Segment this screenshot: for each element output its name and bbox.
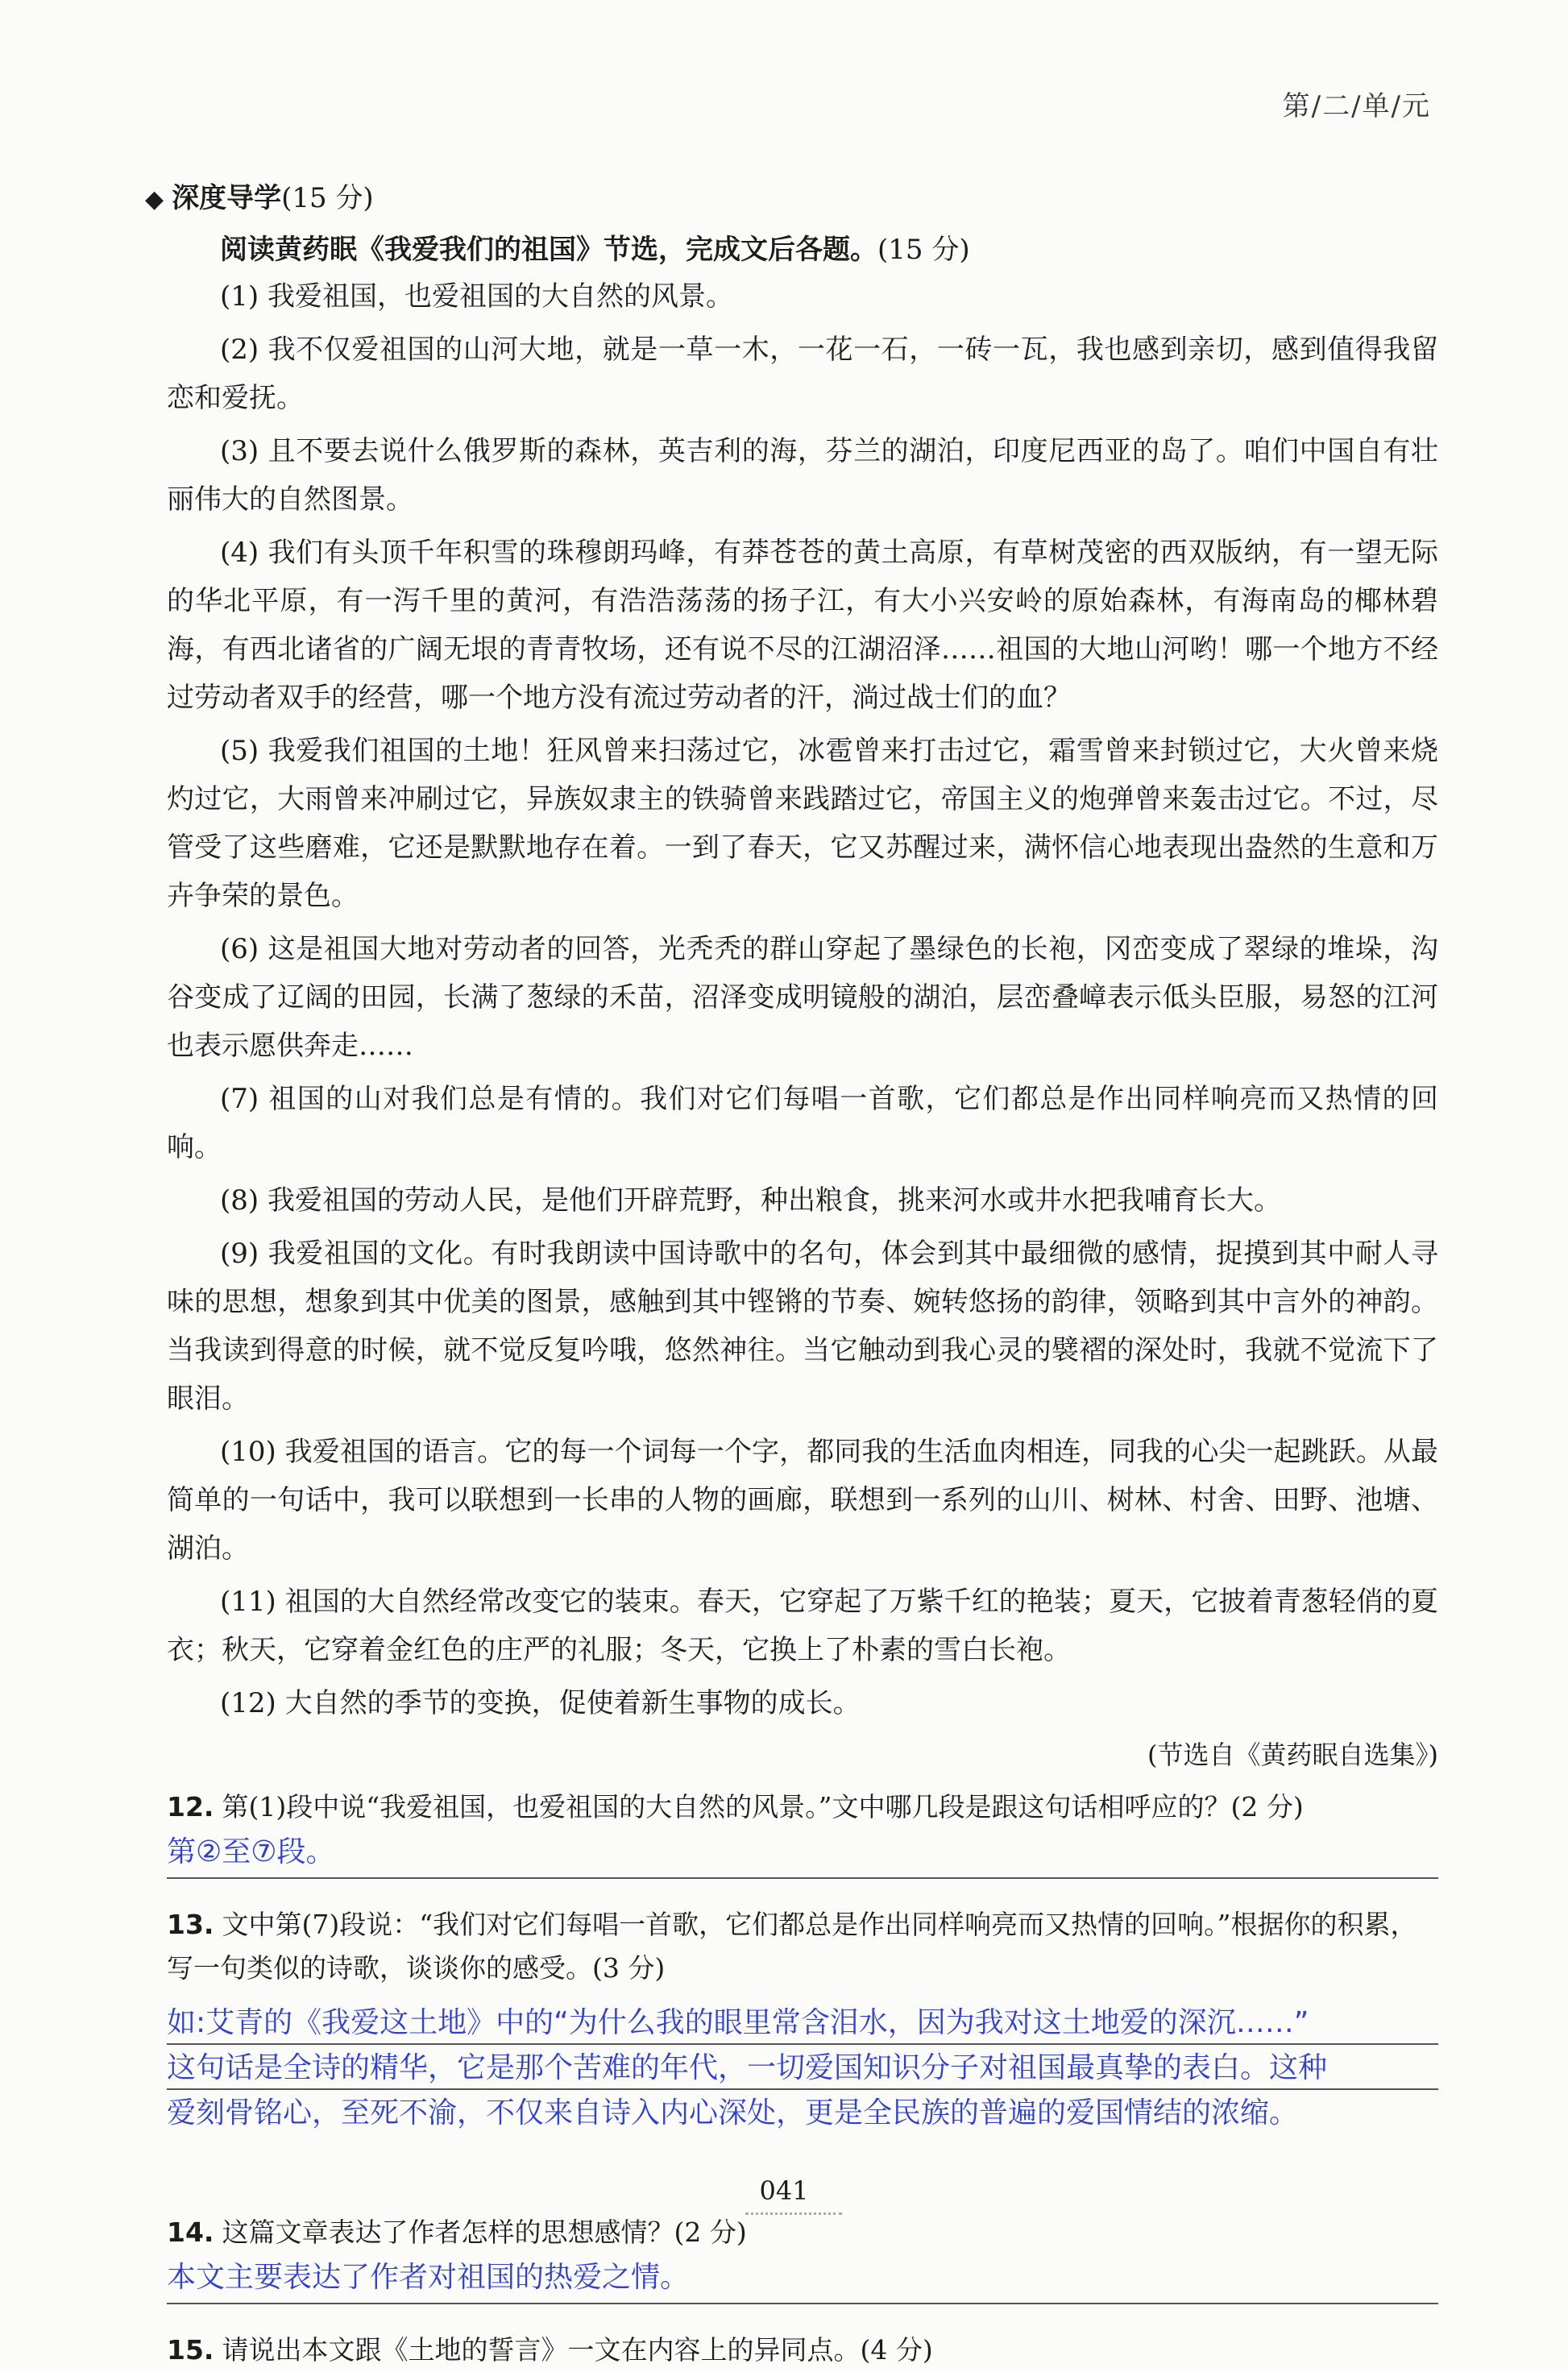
question-12 bbox=[167, 1785, 1438, 1829]
answer-13-line-2: 这句话是全诗的精华，它是那个苦难的年代，一切爱国知识分子对祖国最真挚的表白。这种 bbox=[167, 2051, 1328, 2084]
page-number: 041 bbox=[759, 2175, 809, 2206]
answer-12: 第②至⑦段。 bbox=[167, 1829, 1438, 1879]
paragraph-12: (12) 大自然的季节的变换，促使着新生事物的成长。 bbox=[220, 1687, 861, 1719]
paragraph-3: (3) 且不要去说什么俄罗斯的森林，英吉利的海，芬兰的湖泊，印度尼西亚的岛了。咱们中国自有壮丽伟大的自然图景。 bbox=[167, 435, 1438, 516]
paragraph-10: (10) 我爱祖国的语言。它的每一个词每一个字，都同我的生活血肉相连，同我的心尖一起跳跃。从最简单的一句话中，我可以联想到一长串的人物的画廊，联想到一系列的山川、树林、村舍、田野、池塘、湖泊。 bbox=[167, 1436, 1438, 1565]
question-15 bbox=[167, 2328, 1438, 2372]
question-text: 这篇文章表达了作者怎样的思想感情？(2 分) bbox=[222, 2216, 747, 2248]
paragraph-5: (5) 我爱我们祖国的土地！狂风曾来扫荡过它，冰雹曾来打击过它，霜雪曾来封锁过它，大火曾来烧灼过它，大雨曾来冲刷过它，异族奴隶主的铁骑曾来践踏过它，帝国主义的炮弹曾来轰击过它。不过，尽管受了这些磨难，它还是默默地存在着。一到了春天，它又苏醒过来，满怀信心地表现出盎然的生意和万卉争荣的景色。 bbox=[167, 735, 1438, 912]
question-text: 第(1)段中说“我爱祖国，也爱祖国的大自然的风景。”文中哪几段是跟这句话相呼应的？(2 分) bbox=[222, 1791, 1304, 1823]
answer-13-line-3: 爱刻骨铭心，至死不渝，不仅来自诗入内心深处，更是全民族的普遍的爱国情结的浓缩。 bbox=[167, 2096, 1299, 2129]
question-number: 12. bbox=[167, 1791, 214, 1823]
paragraph-7: (7) 祖国的山对我们总是有情的。我们对它们每唱一首歌，它们都总是作出同样响亮而又热情的回响。 bbox=[167, 1083, 1438, 1163]
reading-instruction bbox=[220, 227, 1438, 272]
page-number-underline bbox=[745, 2212, 842, 2215]
paragraph-8: (8) 我爱祖国的劳动人民，是他们开辟荒野，种出粮食，挑来河水或井水把我哺育长大。 bbox=[220, 1184, 1281, 1217]
answer-13 bbox=[167, 2000, 1438, 2138]
paragraph-2: (2) 我不仅爱祖国的山河大地，就是一草一木，一花一石，一砖一瓦，我也感到亲切，感到值得我留恋和爱抚。 bbox=[167, 334, 1438, 414]
question-number: 14. bbox=[167, 2216, 214, 2248]
unit-header: 第/二/单/元 bbox=[1282, 90, 1431, 122]
question-number: 15. bbox=[167, 2334, 214, 2366]
section-title-text: 深度导学 bbox=[172, 182, 282, 214]
diamond-icon: ◆ bbox=[145, 185, 164, 214]
paragraph-11: (11) 祖国的大自然经常改变它的装束。春天，它穿起了万紫千红的艳装；夏天，它披着青葱轻俏的夏衣；秋天，它穿着金红色的庄严的礼服；冬天，它换上了朴素的雪白长袍。 bbox=[167, 1586, 1438, 1666]
instruction-text: 阅读黄药眠《我爱我们的祖国》节选，完成文后各题。 bbox=[220, 234, 877, 266]
question-number: 13. bbox=[167, 1909, 214, 1940]
reading-content bbox=[167, 227, 1438, 2372]
source-citation: (节选自《黄药眠自选集》) bbox=[1147, 1740, 1438, 1770]
answer-13-line-1: 如:艾青的《我爱这土地》中的“为什么我的眼里常含泪水，因为我对这土地爱的深沉……” bbox=[167, 2006, 1309, 2039]
answer-14: 本文主要表达了作者对祖国的热爱之情。 bbox=[167, 2254, 1438, 2304]
paragraph-4: (4) 我们有头顶千年积雪的珠穆朗玛峰，有莽苍苍的黄土高原，有草树茂密的西双版纳，有一望无际的华北平原，有一泻千里的黄河，有浩浩荡荡的扬子江，有大小兴安岭的原始森林，有海南岛的椰林碧海，有西北诸省的广阔无垠的青青牧场，还有说不尽的江湖沼泽……祖国的大地山河哟！哪一个地方不经过劳动者双手的经营，哪一个地方没有流过劳动者的汗，淌过战士们的血？ bbox=[167, 537, 1438, 714]
paragraph-6: (6) 这是祖国大地对劳动者的回答，光秃秃的群山穿起了墨绿色的长袍，冈峦变成了翠绿的堆垛，沟谷变成了辽阔的田园，长满了葱绿的禾苗，沼泽变成明镜般的湖泊，层峦叠嶂表示低头臣服，易怒的江河也表示愿供奔走…… bbox=[167, 933, 1438, 1062]
paragraph-9: (9) 我爱祖国的文化。有时我朗读中国诗歌中的名句，体会到其中最细微的感情，捉摸到其中耐人寻味的思想，想象到其中优美的图景，感触到其中铿锵的节奏、婉转悠扬的韵律，领略到其中言外的神韵。当我读到得意的时候，就不觉反复吟哦，悠然神往。当它触动到我心灵的襞褶的深处时，我就不觉流下了眼泪。 bbox=[167, 1238, 1438, 1415]
instruction-points: (15 分) bbox=[877, 234, 970, 266]
question-text: 文中第(7)段说：“我们对它们每唱一首歌，它们都总是作出同样响亮而又热情的回响。”根据你的积累，写一句类似的诗歌，谈谈你的感受。(3 分) bbox=[167, 1909, 1417, 1984]
question-14 bbox=[167, 2211, 1438, 2254]
section-score: (15 分) bbox=[281, 182, 374, 214]
paragraph-1: (1) 我爱祖国，也爱祖国的大自然的风景。 bbox=[220, 280, 733, 313]
question-13 bbox=[167, 1903, 1438, 1990]
question-text: 请说出本文跟《土地的誓言》一文在内容上的异同点。(4 分) bbox=[222, 2334, 933, 2366]
section-title bbox=[145, 176, 374, 215]
